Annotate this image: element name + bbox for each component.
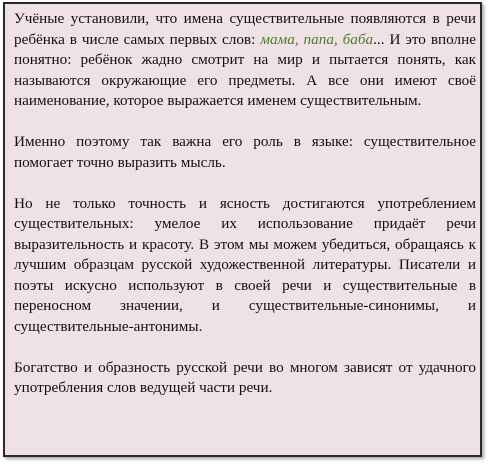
paragraph-1 [14, 9, 476, 112]
example-words: мама, папа, баба [260, 30, 374, 48]
paragraph-1-intro: Учёные установили, что имена существительные появляются в речи ребёнка в числе самых первых слов: [14, 10, 476, 48]
paragraph-1-rest: ... И это вполне понятно: ребёнок жадно смотрит на мир и пытается понять, как называются окружающие его предметы. А все они имеют своё наименование, которое выражается именем существительным. [14, 30, 476, 109]
paragraph-4: Богатство и образность русской речи во многом зависят от удачного употребления слов ведущей части речи. [14, 358, 476, 396]
paragraph-2: Именно поэтому так важна его роль в языке: существительное помогает точно выразить мысль. [14, 133, 476, 171]
paragraph-3: Но не только точность и ясность достигаются употреблением существительных: умелое их использование придаёт речи выразительность и красоту. В этом мы можем убедиться, обращаясь к лучшим образцам русской художественной литературы. Писатели и поэты искусно используют в своей речи и существительные в переносном значении, и существительные-синонимы, и существительные-антонимы. [14, 194, 476, 335]
text-panel [3, 2, 482, 457]
text-content [14, 9, 476, 399]
